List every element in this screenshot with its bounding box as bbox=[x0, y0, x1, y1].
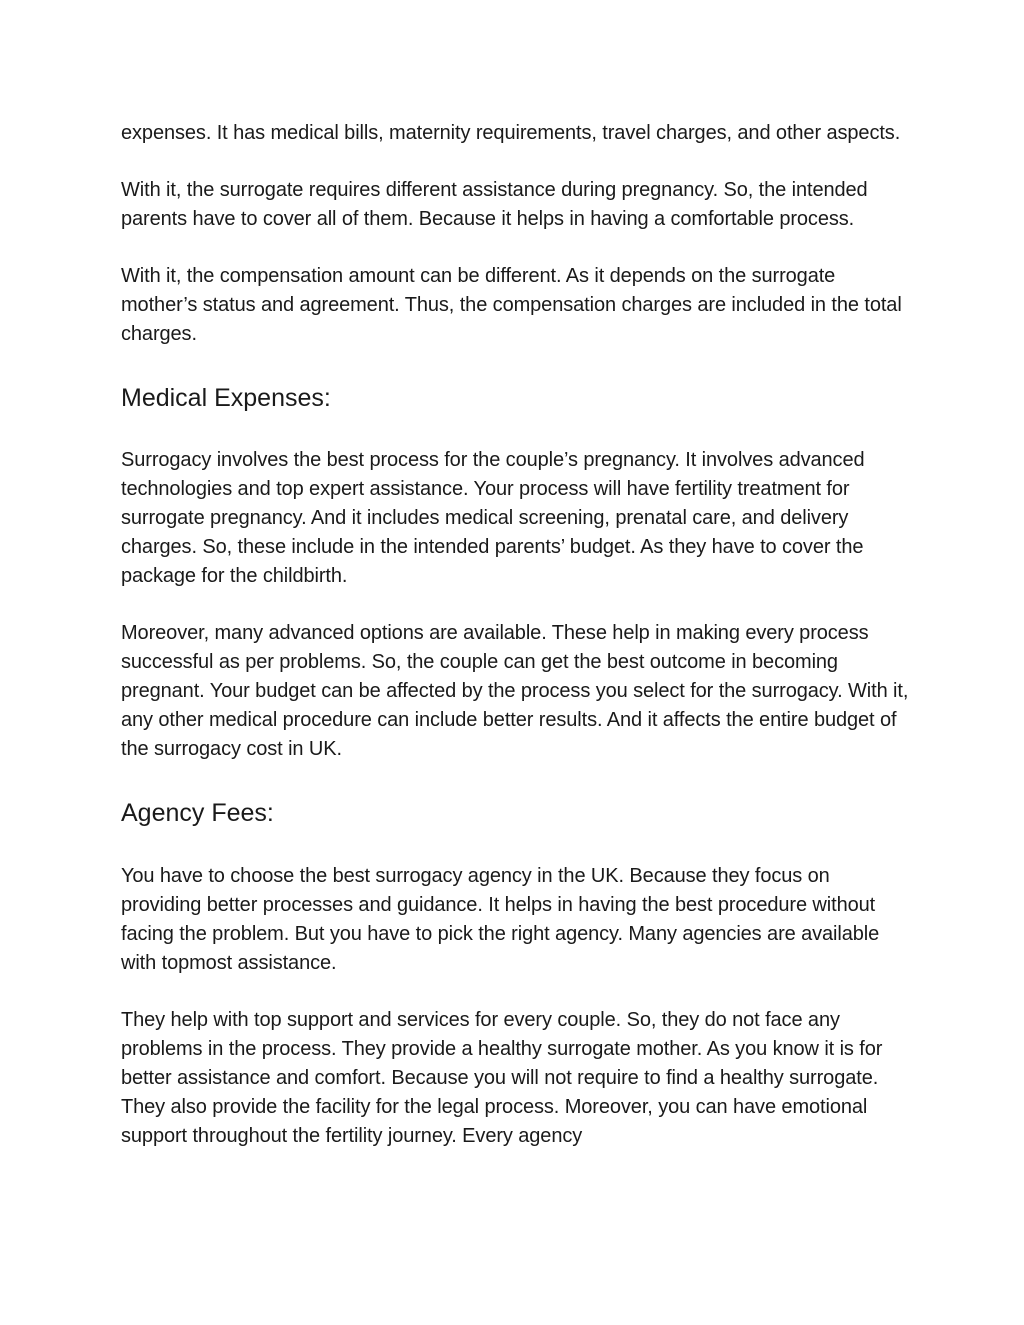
paragraph-medical-options: Moreover, many advanced options are available. These help in making every process successful as per problems. So, the couple can get the best outcome in becoming pregnant. Your budget can be affected by the process you select for the surrogacy. With it, any other medical procedure can include better results. And it affects the entire budget of the surrogacy cost in UK. bbox=[121, 622, 909, 760]
paragraph-medical-process: Surrogacy involves the best process for the couple’s pregnancy. It involves advanced technologies and top expert assistance. Your process will have fertility treatment for surrogate pregnancy. And it includes medical screening, prenatal care, and delivery charges. So, these include in the intended parents’ budget. As they have to cover the package for the childbirth. bbox=[121, 449, 865, 587]
paragraph-expenses-continued: expenses. It has medical bills, maternity requirements, travel charges, and other aspects. bbox=[121, 122, 901, 144]
heading-agency-fees: Agency Fees: bbox=[121, 799, 274, 827]
paragraph-compensation: With it, the compensation amount can be different. As it depends on the surrogate mother’s status and agreement. Thus, the compensation charges are included in the total charges. bbox=[121, 265, 902, 345]
heading-medical-expenses: Medical Expenses: bbox=[121, 384, 331, 412]
document-page bbox=[121, 119, 911, 1151]
paragraph-surrogate-assistance: With it, the surrogate requires different assistance during pregnancy. So, the intended parents have to cover all of them. Because it helps in having a comfortable process. bbox=[121, 179, 868, 230]
paragraph-agency-support: They help with top support and services for every couple. So, they do not face any problems in the process. They provide a healthy surrogate mother. As you know it is for better assistance and comfort. Because you will not require to find a healthy surrogate. They also provide the facility for the legal process. Moreover, you can have emotional support throughout the fertility journey. Every agency bbox=[121, 1009, 883, 1147]
paragraph-agency-choice: You have to choose the best surrogacy agency in the UK. Because they focus on providing better processes and guidance. It helps in having the best procedure without facing the problem. But you have to pick the right agency. Many agencies are available with topmost assistance. bbox=[121, 865, 880, 974]
